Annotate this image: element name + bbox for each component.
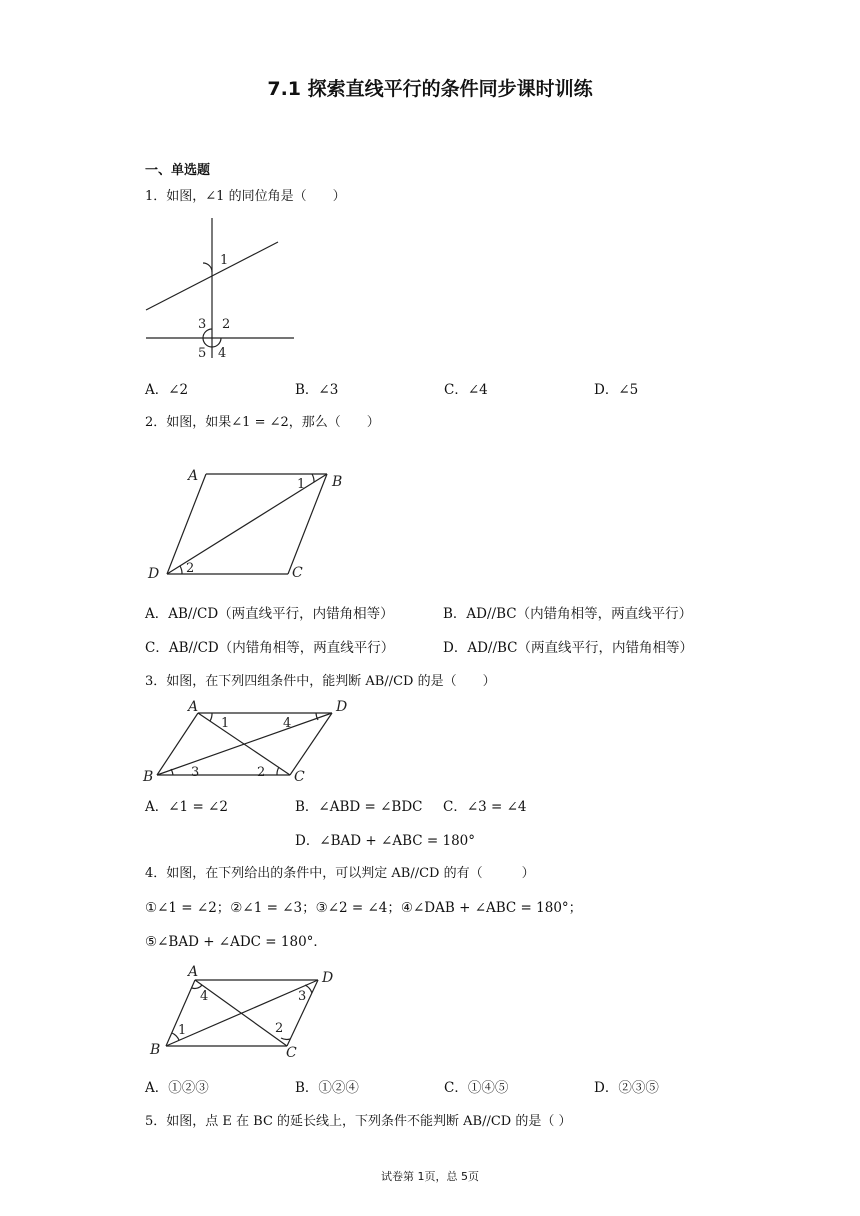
q1-label-1: 1 [220,253,229,268]
question-5-stem: 5．如图，点 E 在 BC 的延长线上，下列条件不能判断 AB//CD 的是（ ） [145,1114,572,1129]
page-footer: 试卷第 1页，总 5页 [381,1170,479,1183]
page-title: 7.1 探索直线平行的条件同步课时训练 [267,78,593,100]
q2-point-a: A [188,468,199,484]
q2-label-2: 2 [186,561,195,576]
question-2-figure [140,460,350,585]
q2-point-c: C [292,565,303,581]
q3-option-a[interactable]: A．∠1 = ∠2 [145,799,228,815]
q4-option-d[interactable]: D．②③⑤ [594,1080,659,1096]
question-4-figure [140,962,350,1058]
q4-point-c: C [286,1045,297,1058]
q4-label-1: 1 [178,1023,187,1038]
q4-point-d: D [322,970,334,986]
q2-option-a[interactable]: A．AB//CD（两直线平行，内错角相等） [145,606,394,622]
q1-label-3: 3 [198,317,207,332]
q3-label-1: 1 [221,716,230,731]
q4-option-a[interactable]: A．①②③ [145,1080,209,1096]
question-1-figure [140,212,310,364]
q4-conditions-line-2: ⑤∠BAD + ∠ADC = 180°． [145,934,327,950]
question-1-stem: 1．如图，∠1 的同位角是（ ） [145,189,346,204]
q1-label-2: 2 [222,317,231,332]
question-3-stem: 3．如图，在下列四组条件中，能判断 AB//CD 的是（ ） [145,674,496,689]
q1-label-4: 4 [218,346,227,361]
q3-point-d: D [336,699,348,715]
q4-option-b[interactable]: B．①②④ [295,1080,359,1096]
q4-label-3: 3 [298,989,307,1004]
q3-option-c[interactable]: C．∠3 = ∠4 [443,799,527,815]
q4-label-2: 2 [275,1021,284,1036]
q3-option-b[interactable]: B．∠ABD = ∠BDC [295,799,423,815]
question-3-figure [140,695,360,785]
q4-point-a: A [188,964,199,980]
q1-option-b[interactable]: B．∠3 [295,382,339,398]
q1-option-c[interactable]: C．∠4 [444,382,488,398]
q1-option-a[interactable]: A．∠2 [145,382,189,398]
q3-point-c: C [294,769,305,785]
q4-conditions-line-1: ①∠1 = ∠2；②∠1 = ∠3；③∠2 = ∠4；④∠DAB + ∠ABC = 180°； [145,900,583,916]
q2-option-d[interactable]: D．AD//BC（两直线平行，内错角相等） [443,640,693,656]
q2-point-b: B [332,474,343,490]
section-heading: 一、单选题 [145,163,211,178]
q3-label-2: 2 [257,765,266,780]
q1-label-5: 5 [198,346,207,361]
q4-label-4: 4 [200,989,209,1004]
q3-label-4: 4 [283,716,292,731]
q4-option-c[interactable]: C．①④⑤ [444,1080,509,1096]
q1-option-d[interactable]: D．∠5 [594,382,639,398]
question-4-stem: 4．如图，在下列给出的条件中，可以判定 AB//CD 的有（ ） [145,866,535,881]
question-2-stem: 2．如图，如果∠1 = ∠2，那么（ ） [145,415,380,430]
q3-point-b: B [143,769,154,785]
q3-point-a: A [188,699,199,715]
q4-point-b: B [150,1042,161,1058]
q2-option-c[interactable]: C．AB//CD（内错角相等，两直线平行） [145,640,395,656]
q2-point-d: D [148,566,160,582]
q3-label-3: 3 [191,765,200,780]
q2-label-1: 1 [297,477,306,492]
q3-option-d[interactable]: D．∠BAD + ∠ABC = 180° [295,833,475,849]
q2-option-b[interactable]: B．AD//BC（内错角相等，两直线平行） [443,606,693,622]
